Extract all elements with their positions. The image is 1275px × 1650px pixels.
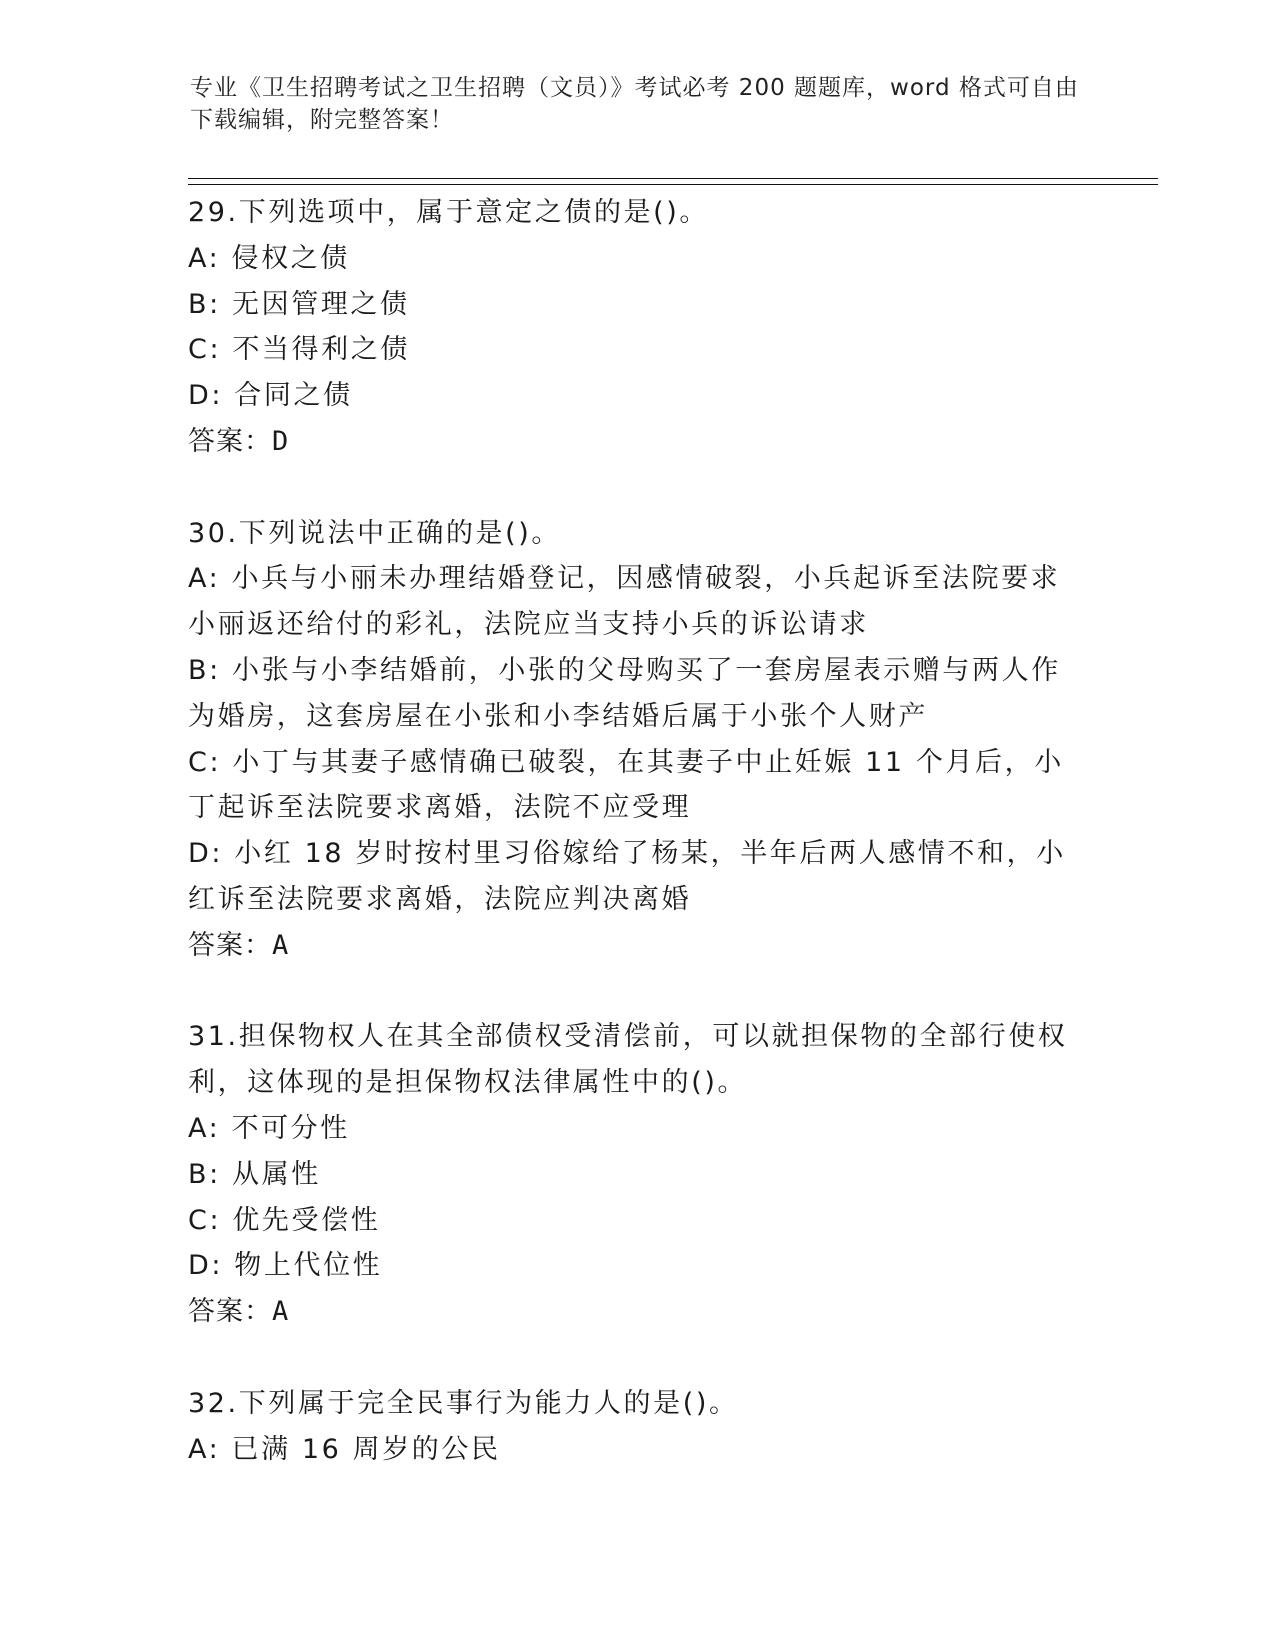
question-stem: 29.下列选项中，属于意定之债的是()。 <box>188 197 710 228</box>
option-a: A: 已满 16 周岁的公民 <box>188 1433 501 1465</box>
answer-line: 答案：A <box>188 929 290 961</box>
option-d: D: 合同之债 <box>188 380 353 412</box>
option-a: A: 不可分性 <box>188 1112 350 1144</box>
option-b: B: 无因管理之债 <box>188 288 410 320</box>
header-divider-bottom <box>188 184 1158 185</box>
question-31 <box>188 1014 1088 1335</box>
option-d: D: 小红 18 岁时按村里习俗嫁给了杨某，半年后两人感情不和，小红诉至法院要求离婚，法院应判决离婚 <box>188 838 1066 915</box>
question-list <box>188 190 1088 1472</box>
option-a: A: 小兵与小丽未办理结婚登记，因感情破裂，小兵起诉至法院要求小丽返还给付的彩礼，法院应当支持小兵的诉讼请求 <box>188 563 1061 641</box>
option-a: A: 侵权之债 <box>188 242 350 274</box>
question-32 <box>188 1381 1088 1473</box>
answer-line: 答案：D <box>188 425 290 457</box>
option-c: C: 优先受偿性 <box>188 1204 381 1236</box>
option-b: B: 小张与小李结婚前，小张的父母购买了一套房屋表示赠与两人作为婚房，这套房屋在小张和小李结婚后属于小张个人财产 <box>188 654 1061 732</box>
document-header: 专业《卫生招聘考试之卫生招聘（文员）》考试必考 200 题题库，word 格式可自由下载编辑，附完整答案！ <box>190 75 1079 133</box>
question-stem: 30.下列说法中正确的是()。 <box>188 517 562 549</box>
option-b: B: 从属性 <box>188 1158 321 1190</box>
option-c: C: 不当得利之债 <box>188 334 410 366</box>
answer-line: 答案：A <box>188 1296 290 1328</box>
question-stem: 32.下列属于完全民事行为能力人的是()。 <box>188 1387 739 1419</box>
question-stem: 31.担保物权人在其全部债权受清偿前，可以就担保物的全部行使权利，这体现的是担保物权法律属性中的()。 <box>188 1021 1068 1099</box>
question-30 <box>188 511 1088 969</box>
option-d: D: 物上代位性 <box>188 1250 383 1282</box>
question-29 <box>188 190 1088 465</box>
option-c: C: 小丁与其妻子感情确已破裂，在其妻子中止妊娠 11 个月后，小丁起诉至法院要求离婚，法院不应受理 <box>188 746 1064 824</box>
header-divider-top <box>188 178 1158 179</box>
